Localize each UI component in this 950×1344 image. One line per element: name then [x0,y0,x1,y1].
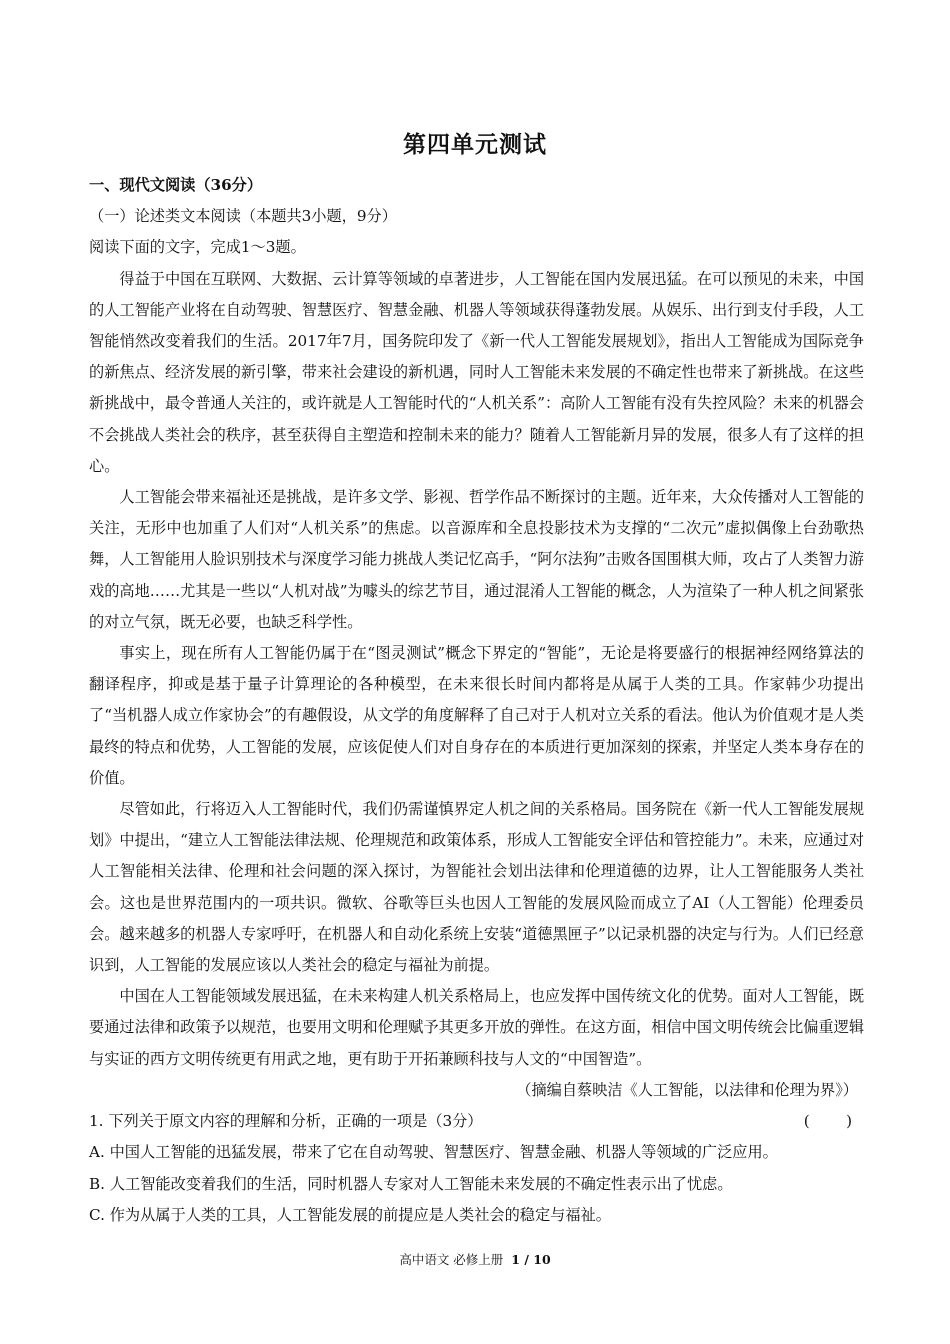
document-content [89,170,864,1231]
question-1-option-b: B. 人工智能改变着我们的生活，同时机器人专家对人工智能未来发展的不确定性表示出了忧虑。 [89,1174,733,1193]
article-source: （摘编自蔡映洁《人工智能，以法律和伦理为界》） [516,1080,858,1099]
article-paragraph-2: 人工智能会带来福祉还是挑战，是许多文学、影视、哲学作品不断探讨的主题。近年来，大众传播对人工智能的关注，无形中也加重了人们对“人机关系”的焦虑。以音源库和全息投影技术为支撑的“二次元”虚拟偶像上台劲歌热舞，人工智能用人脸识别技术与深度学习能力挑战人类记忆高手，“阿尔法狗”击败各国围棋大师，攻占了人类智力游戏的高地……尤其是一些以“人机对战”为噱头的综艺节目，通过混淆人工智能的概念，人为渲染了一种人机之间紧张的对立气氛，既无必要，也缺乏科学性。 [89,488,864,631]
question-1-stem: 1. 下列关于原文内容的理解和分析，正确的一项是（3分） [89,1112,483,1131]
subsection-heading: （一）论述类文本阅读（本题共3小题，9分） [89,207,397,226]
question-1-option-c: C. 作为从属于人类的工具，人工智能发展的前提应是人类社会的稳定与福祉。 [89,1205,611,1224]
question-1-option-a: A. 中国人工智能的迅猛发展，带来了它在自动驾驶、智慧医疗、智慧金融、机器人等领域的广泛应用。 [89,1143,778,1162]
article-paragraph-1: 得益于中国在互联网、大数据、云计算等领域的卓著进步，人工智能在国内发展迅猛。在可以预见的未来，中国的人工智能产业将在自动驾驶、智慧医疗、智慧金融、机器人等领域获得蓬勃发展。从娱乐、出行到支付手段，人工智能悄然改变着我们的生活。2017年7月，国务院印发了《新一代人工智能发展规划》，指出人工智能成为国际竞争的新焦点、经济发展的新引擎，带来社会建设的新机遇，同时人工智能未来发展的不确定性也带来了新挑战。在这些新挑战中，最令普通人关注的，或许就是人工智能时代的“人机关系”：高阶人工智能有没有失控风险？未来的机器会不会挑战人类社会的秩序，甚至获得自主塑造和控制未来的能力？随着人工智能新月异的发展，很多人有了这样的担心。 [89,269,864,475]
section-heading: 一、现代文阅读（36分） [89,176,263,194]
article-paragraph-4: 尽管如此，行将迈入人工智能时代，我们仍需谨慎界定人机之间的关系格局。国务院在《新一代人工智能发展规划》中提出，“建立人工智能法律法规、伦理规范和政策体系，形成人工智能安全评估和管控能力”。未来，应通过对人工智能相关法律、伦理和社会问题的深入探讨，为智能社会划出法律和伦理道德的边界，让人工智能服务人类社会。这也是世界范围内的一项共识。微软、谷歌等巨头也因人工智能的发展风险而成立了AI（人工智能）伦理委员会。越来越多的机器人专家呼吁，在机器人和自动化系统上安装“道德黑匣子”以记录机器的决定与行为。人们已经意识到，人工智能的发展应该以人类社会的稳定与福祉为前提。 [89,800,864,975]
article-paragraph-5: 中国在人工智能领域发展迅猛，在未来构建人机关系格局上，也应发挥中国传统文化的优势。面对人工智能，既要通过法律和政策予以规范，也要用文明和伦理赋予其更多开放的弹性。在这方面，相信中国文明传统会比偏重逻辑与实证的西方文明传统更有用武之地，更有助于开拓兼顾科技与人文的“中国智造”。 [89,987,864,1068]
footer-course: 高中语文 必修上册 [399,1252,504,1267]
page-title: 第四单元测试 [403,131,547,158]
reading-instruction: 阅读下面的文字，完成1～3题。 [89,238,306,257]
question-1-stem-line [89,1106,864,1137]
answer-blank: ( ) [803,1112,854,1131]
page-footer [0,1250,950,1268]
article-paragraph-3: 事实上，现在所有人工智能仍属于在“图灵测试”概念下界定的“智能”，无论是将要盛行的根据神经网络算法的翻译程序，抑或是基于量子计算理论的各种模型，在未来很长时间内都将是从属于人类的工具。作家韩少功提出了“当机器人成立作家协会”的有趣假设，从文学的角度解释了自己对于人机对立关系的看法。他认为价值观才是人类最终的特点和优势，人工智能的发展，应该促使人们对自身存在的本质进行更加深刻的探索，并坚定人类本身存在的价值。 [89,644,864,787]
page-number: 1 / 10 [511,1252,551,1267]
